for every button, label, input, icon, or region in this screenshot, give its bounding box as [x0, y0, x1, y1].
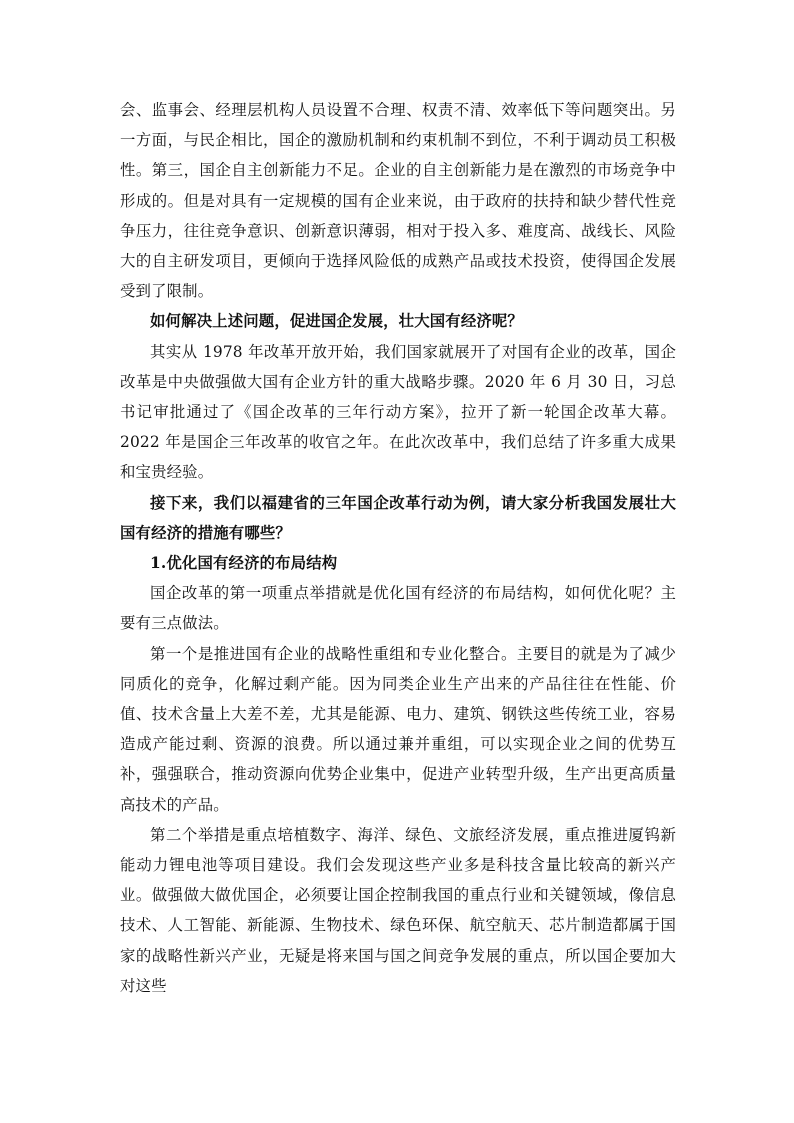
paragraph-governance-issues: 会、监事会、经理层机构人员设置不合理、权责不清、效率低下等问题突出。另一方面，与民企相比，国企的激励机制和约束机制不到位，不利于调动员工积极性。第三，国企自主创新能力不足。企业的自主创新能力是在激烈的市场竞争中形成的。但是对具有一定规模的国有企业来说，由于政府的扶持和缺少替代性竞争压力，往往竞争意识、创新意识薄弱，相对于投入多、难度高、战线长、风险大的自主研发项目，更倾向于选择风险低的成熟产品或技术投资，使得国企发展受到了限制。	[120, 101, 676, 301]
paragraph-first-measure-intro: 国企改革的第一项重点举措就是优化国有经济的布局结构，如何优化呢？主要有三点做法。	[120, 584, 676, 633]
heading-question-solution: 如何解决上述问题，促进国企发展，壮大国有经济呢？	[150, 312, 523, 331]
heading-question-fujian: 接下来，我们以福建省的三年国企改革行动为例，请大家分析我国发展壮大国有经济的措施有哪些？	[120, 493, 676, 542]
document-page	[120, 95, 676, 1001]
paragraph-emerging-industries: 第二个举措是重点培植数字、海洋、绿色、文旅经济发展，重点推进厦钨新能动力锂电池等项目建设。我们会发现这些产业多是科技含量比较高的新兴产业。做强做大做优国企，必须要让国企控制我国的重点行业和关键领域，像信息技术、人工智能、新能源、生物技术、绿色环保、航空航天、芯片制造都属于国家的战略性新兴产业，无疑是将来国与国之间竞争发展的重点，所以国企要加大对这些	[120, 825, 676, 995]
paragraph-strategic-reorganization: 第一个是推进国有企业的战略性重组和专业化整合。主要目的就是为了减少同质化的竞争，化解过剩产能。因为同类企业生产出来的产品往往在性能、价值、技术含量上大差不差，尤其是能源、电力、建筑、钢铁这些传统工业，容易造成产能过剩、资源的浪费。所以通过兼并重组，可以实现企业之间的优势互补，强强联合，推动资源向优势企业集中，促进产业转型升级，生产出更高质量高技术的产品。	[120, 644, 676, 814]
paragraph-reform-history: 其实从 1978 年改革开放开始，我们国家就展开了对国有企业的改革，国企改革是中央做强做大国有企业方针的重大战略步骤。2020 年 6 月 30 日，习总书记审批通过了《国企改革的三年行动方案》，拉开了新一轮国企改革大幕。2022 年是国企三年改革的收官之年。在此次改革中，我们总结了许多重大成果和宝贵经验。	[120, 342, 676, 482]
section-heading-optimize-layout: 1.优化国有经济的布局结构	[150, 554, 338, 573]
